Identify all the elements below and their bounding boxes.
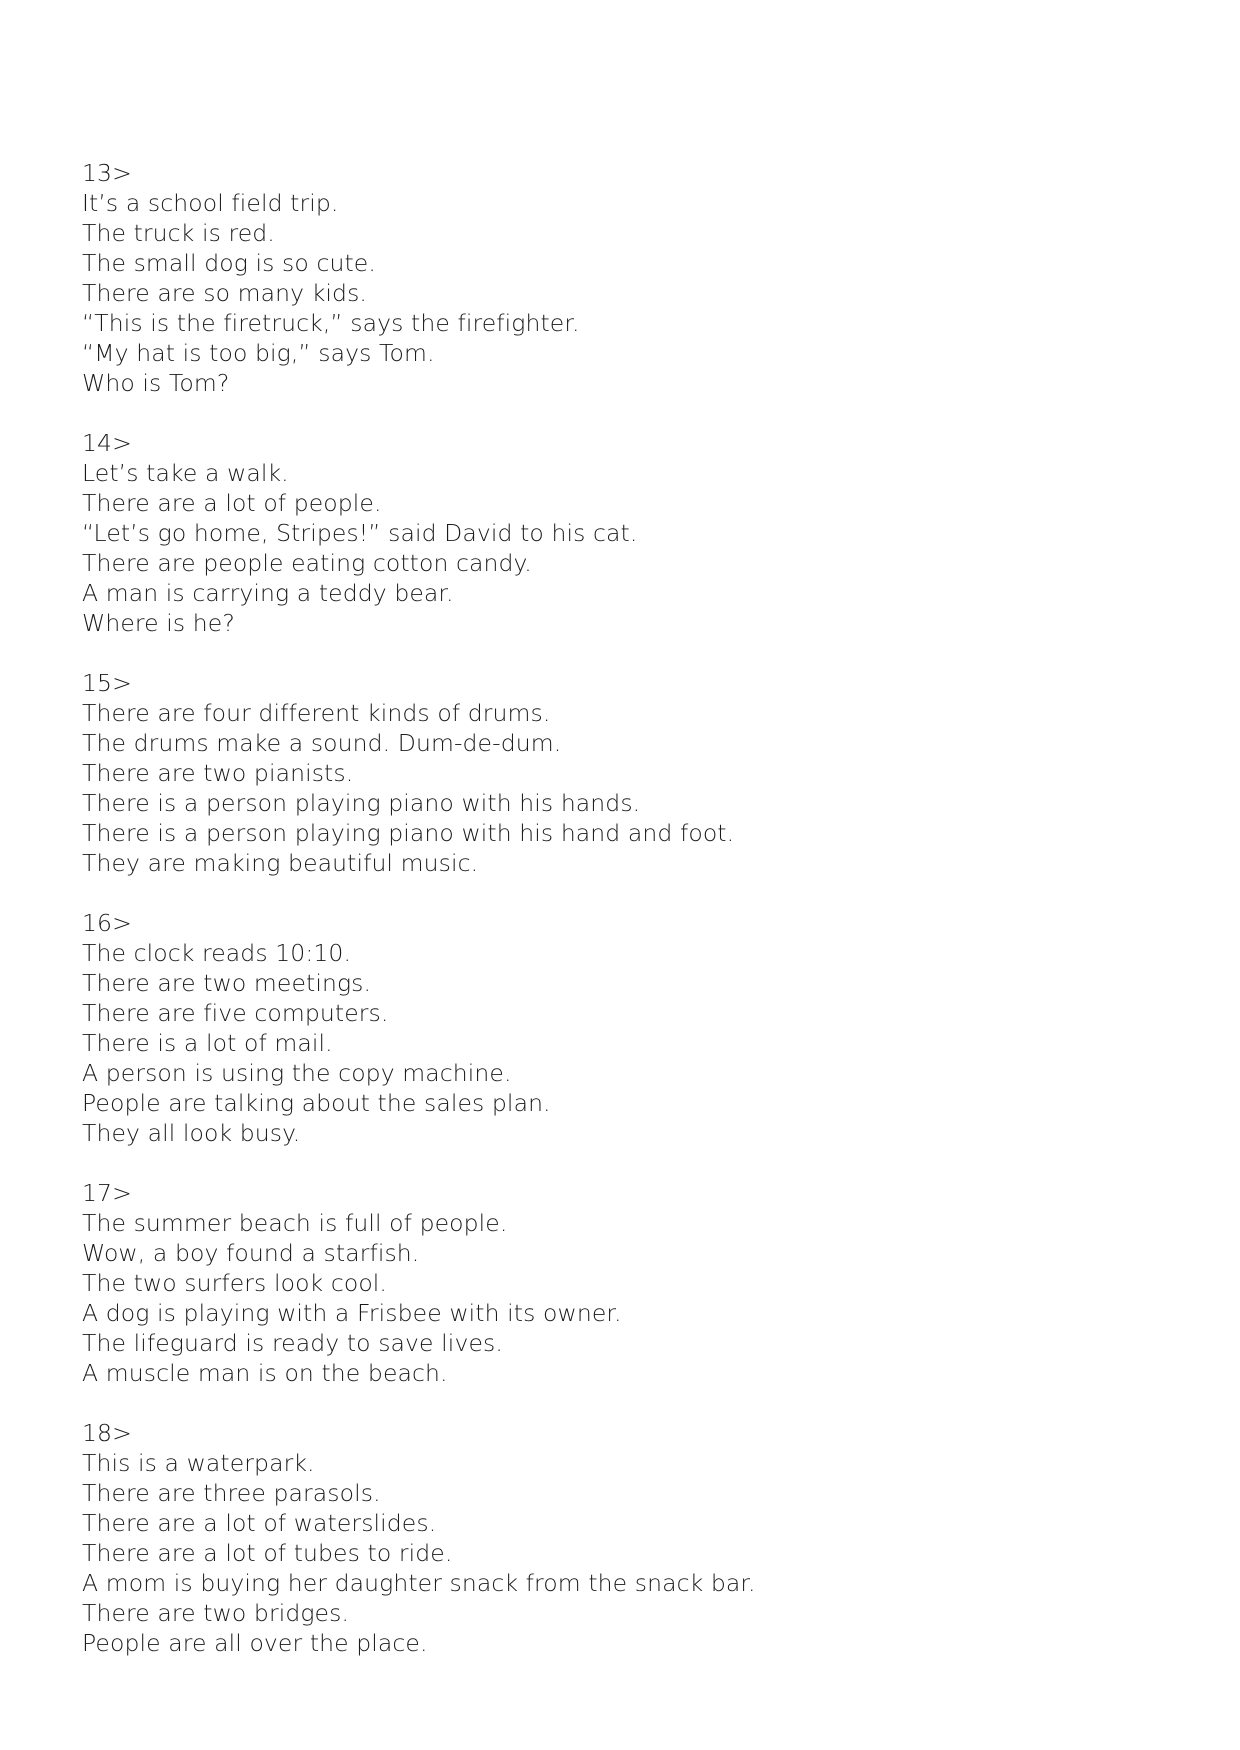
text-line: There is a lot of mail.: [82, 1029, 333, 1057]
section-18: [82, 1418, 1182, 1658]
text-line: The small dog is so cute.: [82, 249, 376, 277]
text-line: Who is Tom?: [82, 369, 230, 397]
section-17: [82, 1178, 1182, 1388]
text-line: A man is carrying a teddy bear.: [82, 579, 454, 607]
text-line: A person is using the copy machine.: [82, 1059, 512, 1087]
text-line: They are making beautiful music.: [82, 849, 479, 877]
text-line: It’s a school field trip.: [82, 189, 339, 217]
text-line: This is a waterpark.: [82, 1449, 315, 1477]
text-line: A mom is buying her daughter snack from the snack bar.: [82, 1569, 756, 1597]
section-number: 17>: [82, 1179, 132, 1207]
text-line: There are a lot of waterslides.: [82, 1509, 437, 1537]
section-number: 14>: [82, 429, 132, 457]
text-line: The lifeguard is ready to save lives.: [82, 1329, 503, 1357]
text-line: “Let’s go home, Stripes!” said David to his cat.: [82, 519, 638, 547]
text-line: They all look busy.: [82, 1119, 301, 1147]
text-line: There are two meetings.: [82, 969, 372, 997]
text-line: There are people eating cotton candy.: [82, 549, 532, 577]
text-line: There are two bridges.: [82, 1599, 350, 1627]
text-line: People are all over the place.: [82, 1629, 428, 1657]
text-line: There are five computers.: [82, 999, 389, 1027]
text-line: People are talking about the sales plan.: [82, 1089, 551, 1117]
text-line: The clock reads 10:10.: [82, 939, 352, 967]
text-line: The two surfers look cool.: [82, 1269, 388, 1297]
section-number: 18>: [82, 1419, 132, 1447]
text-line: There is a person playing piano with his hands.: [82, 789, 641, 817]
text-line: A dog is playing with a Frisbee with its owner.: [82, 1299, 622, 1327]
text-line: Wow, a boy found a starfish.: [82, 1239, 420, 1267]
text-line: The drums make a sound. Dum-de-dum.: [82, 729, 562, 757]
text-line: There are three parasols.: [82, 1479, 381, 1507]
section-15: [82, 668, 1182, 878]
text-line: The truck is red.: [82, 219, 275, 247]
text-line: There are a lot of tubes to ride.: [82, 1539, 453, 1567]
text-line: There are four different kinds of drums.: [82, 699, 551, 727]
section-16: [82, 908, 1182, 1148]
text-line: Where is he?: [82, 609, 235, 637]
text-line: “My hat is too big,” says Tom.: [82, 339, 435, 367]
text-line: Let’s take a walk.: [82, 459, 289, 487]
text-line: There is a person playing piano with his hand and foot.: [82, 819, 735, 847]
section-number: 13>: [82, 159, 132, 187]
section-number: 16>: [82, 909, 132, 937]
text-line: There are so many kids.: [82, 279, 367, 307]
section-13: [82, 158, 1182, 398]
text-line: The summer beach is full of people.: [82, 1209, 508, 1237]
text-line: There are two pianists.: [82, 759, 354, 787]
document-page: [82, 158, 1182, 1688]
section-14: [82, 428, 1182, 638]
text-line: A muscle man is on the beach.: [82, 1359, 448, 1387]
text-line: There are a lot of people.: [82, 489, 382, 517]
section-number: 15>: [82, 669, 132, 697]
text-line: “This is the firetruck,” says the firefighter.: [82, 309, 580, 337]
